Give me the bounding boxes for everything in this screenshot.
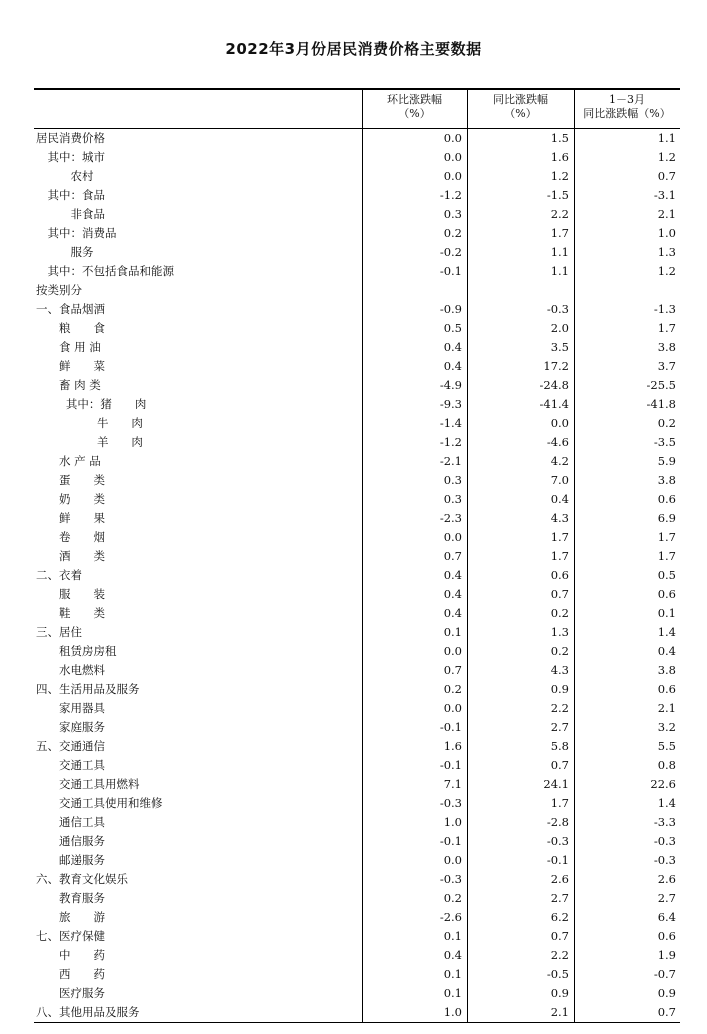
table-row bbox=[34, 794, 680, 813]
yoy-value: -24.8 bbox=[539, 378, 569, 392]
mom-value: 0.0 bbox=[443, 701, 462, 715]
row-label: 邮递服务 bbox=[59, 853, 105, 867]
ytd-value: -3.3 bbox=[653, 815, 676, 829]
ytd-value: 3.8 bbox=[657, 663, 676, 677]
ytd-value: 5.9 bbox=[657, 454, 676, 468]
row-label: 八、其他用品及服务 bbox=[36, 1005, 140, 1019]
table-row bbox=[34, 870, 680, 889]
ytd-value: -25.5 bbox=[646, 378, 676, 392]
row-label: 三、居住 bbox=[36, 625, 82, 639]
yoy-value: 0.7 bbox=[550, 929, 569, 943]
row-label: 家用器具 bbox=[59, 701, 105, 715]
mom-value: 0.1 bbox=[443, 986, 462, 1000]
ytd-value: 3.8 bbox=[657, 473, 676, 487]
yoy-value: 1.1 bbox=[550, 264, 569, 278]
mom-value: 0.7 bbox=[443, 663, 462, 677]
table-row bbox=[34, 756, 680, 775]
ytd-value: 0.2 bbox=[657, 416, 676, 430]
mom-value: 0.1 bbox=[443, 929, 462, 943]
yoy-value: 2.1 bbox=[550, 1005, 569, 1019]
table-row bbox=[34, 832, 680, 851]
header-mom bbox=[362, 90, 467, 128]
table-row bbox=[34, 433, 680, 452]
yoy-value: 2.6 bbox=[550, 872, 569, 886]
row-label: 奶 类 bbox=[59, 492, 105, 506]
ytd-value: 0.6 bbox=[657, 587, 676, 601]
row-label: 鲜 菜 bbox=[59, 359, 105, 373]
table-row bbox=[34, 623, 680, 642]
row-label: 按类别分 bbox=[36, 283, 82, 297]
yoy-value: 0.4 bbox=[550, 492, 569, 506]
yoy-value: 0.0 bbox=[550, 416, 569, 430]
table-row bbox=[34, 186, 680, 205]
table-row bbox=[34, 528, 680, 547]
table-row bbox=[34, 927, 680, 946]
mom-value: -0.9 bbox=[439, 302, 462, 316]
ytd-value: 1.3 bbox=[657, 245, 676, 259]
row-label: 粮 食 bbox=[59, 321, 105, 335]
ytd-value: 5.5 bbox=[657, 739, 676, 753]
table-row bbox=[34, 129, 680, 148]
mom-value: 0.2 bbox=[443, 891, 462, 905]
yoy-value: 2.0 bbox=[550, 321, 569, 335]
yoy-value: 3.5 bbox=[550, 340, 569, 354]
yoy-value: -0.5 bbox=[546, 967, 569, 981]
ytd-value: 1.1 bbox=[657, 131, 676, 145]
ytd-value: 0.6 bbox=[657, 929, 676, 943]
ytd-value: 3.7 bbox=[657, 359, 676, 373]
yoy-value: 4.3 bbox=[550, 663, 569, 677]
yoy-value: 1.7 bbox=[550, 796, 569, 810]
row-label: 交通工具使用和维修 bbox=[59, 796, 163, 810]
ytd-value: -0.3 bbox=[653, 853, 676, 867]
header-yoy bbox=[467, 90, 574, 128]
table-row bbox=[34, 547, 680, 566]
ytd-value: -1.3 bbox=[653, 302, 676, 316]
header-ytd bbox=[574, 90, 680, 128]
yoy-value: 1.6 bbox=[550, 150, 569, 164]
row-label: 一、食品烟酒 bbox=[36, 302, 105, 316]
ytd-value: 1.4 bbox=[657, 796, 676, 810]
mom-value: 0.4 bbox=[443, 340, 462, 354]
table-row bbox=[34, 338, 680, 357]
yoy-value: 1.7 bbox=[550, 226, 569, 240]
ytd-value: 2.7 bbox=[657, 891, 676, 905]
mom-value: -0.3 bbox=[439, 872, 462, 886]
table-row bbox=[34, 908, 680, 927]
mom-value: -0.1 bbox=[439, 720, 462, 734]
mom-value: 0.4 bbox=[443, 606, 462, 620]
ytd-value: -0.3 bbox=[653, 834, 676, 848]
ytd-value: 1.2 bbox=[657, 264, 676, 278]
mom-value: -0.1 bbox=[439, 834, 462, 848]
yoy-value: 2.7 bbox=[550, 720, 569, 734]
row-label: 交通工具 bbox=[59, 758, 105, 772]
ytd-value: -0.7 bbox=[653, 967, 676, 981]
table-header bbox=[34, 88, 680, 129]
mom-value: 1.0 bbox=[443, 815, 462, 829]
ytd-value: 1.9 bbox=[657, 948, 676, 962]
mom-value: 0.0 bbox=[443, 853, 462, 867]
row-label: 食 用 油 bbox=[59, 340, 101, 354]
row-label: 蛋 类 bbox=[59, 473, 105, 487]
mom-value: 0.1 bbox=[443, 625, 462, 639]
row-label: 服 装 bbox=[59, 587, 105, 601]
mom-value: 0.0 bbox=[443, 169, 462, 183]
mom-value: -9.3 bbox=[439, 397, 462, 411]
table-row bbox=[34, 319, 680, 338]
row-label: 交通工具用燃料 bbox=[59, 777, 140, 791]
yoy-value: -0.3 bbox=[546, 834, 569, 848]
mom-value: -0.1 bbox=[439, 264, 462, 278]
table-row bbox=[34, 737, 680, 756]
yoy-value: -2.8 bbox=[546, 815, 569, 829]
table-row bbox=[34, 585, 680, 604]
row-label: 其中：消费品 bbox=[47, 226, 117, 240]
table-row bbox=[34, 699, 680, 718]
row-label: 卷 烟 bbox=[59, 530, 105, 544]
table-row bbox=[34, 224, 680, 243]
ytd-value: 1.7 bbox=[657, 321, 676, 335]
mom-value: 0.1 bbox=[443, 967, 462, 981]
ytd-value: -3.5 bbox=[653, 435, 676, 449]
yoy-value: 6.2 bbox=[550, 910, 569, 924]
mom-value: 0.0 bbox=[443, 644, 462, 658]
yoy-value: 1.2 bbox=[550, 169, 569, 183]
header-ytd-label: 同比涨跌幅（%） bbox=[583, 107, 671, 120]
ytd-value: 1.7 bbox=[657, 549, 676, 563]
table-row bbox=[34, 642, 680, 661]
table-row bbox=[34, 205, 680, 224]
yoy-value: 0.6 bbox=[550, 568, 569, 582]
row-label: 教育服务 bbox=[59, 891, 105, 905]
yoy-value: 0.2 bbox=[550, 644, 569, 658]
yoy-value: 1.7 bbox=[550, 549, 569, 563]
ytd-value: 1.2 bbox=[657, 150, 676, 164]
ytd-value: 6.9 bbox=[657, 511, 676, 525]
mom-value: 1.6 bbox=[443, 739, 462, 753]
mom-value: -4.9 bbox=[439, 378, 462, 392]
yoy-value: 7.0 bbox=[550, 473, 569, 487]
mom-value: 0.5 bbox=[443, 321, 462, 335]
table-row bbox=[34, 946, 680, 965]
yoy-value: -41.4 bbox=[539, 397, 569, 411]
mom-value: 0.2 bbox=[443, 226, 462, 240]
table-row bbox=[34, 262, 680, 281]
row-label: 非食品 bbox=[70, 207, 105, 221]
header-yoy-unit: （%） bbox=[504, 107, 537, 120]
row-label: 其中：食品 bbox=[47, 188, 105, 202]
row-label: 其中：猪 肉 bbox=[65, 397, 147, 411]
row-label: 酒 类 bbox=[59, 549, 105, 563]
mom-value: 0.7 bbox=[443, 549, 462, 563]
row-label: 西 药 bbox=[59, 967, 105, 981]
row-label: 五、交通通信 bbox=[36, 739, 105, 753]
ytd-value: 1.4 bbox=[657, 625, 676, 639]
ytd-value: 6.4 bbox=[657, 910, 676, 924]
header-mom-unit: （%） bbox=[398, 107, 431, 120]
cpi-table bbox=[34, 88, 680, 1023]
ytd-value: -3.1 bbox=[653, 188, 676, 202]
table-row bbox=[34, 509, 680, 528]
table-row bbox=[34, 813, 680, 832]
row-label: 水电燃料 bbox=[59, 663, 105, 677]
yoy-value: -4.6 bbox=[546, 435, 569, 449]
row-label: 七、医疗保健 bbox=[36, 929, 105, 943]
mom-value: -0.2 bbox=[439, 245, 462, 259]
mom-value: -2.1 bbox=[439, 454, 462, 468]
table-row bbox=[34, 357, 680, 376]
table-row bbox=[34, 452, 680, 471]
row-label: 农村 bbox=[70, 169, 94, 183]
mom-value: 0.0 bbox=[443, 131, 462, 145]
table-row bbox=[34, 490, 680, 509]
row-label: 水 产 品 bbox=[59, 454, 101, 468]
table-row bbox=[34, 395, 680, 414]
ytd-value: 1.7 bbox=[657, 530, 676, 544]
table-row bbox=[34, 1003, 680, 1022]
mom-value: -2.6 bbox=[439, 910, 462, 924]
table-row bbox=[34, 376, 680, 395]
row-label: 服务 bbox=[70, 245, 94, 259]
ytd-value: 0.4 bbox=[657, 644, 676, 658]
row-label: 居民消费价格 bbox=[36, 131, 105, 145]
ytd-value: 0.5 bbox=[657, 568, 676, 582]
table-row bbox=[34, 984, 680, 1003]
ytd-value: 1.0 bbox=[657, 226, 676, 240]
ytd-value: 3.8 bbox=[657, 340, 676, 354]
yoy-value: 4.3 bbox=[550, 511, 569, 525]
ytd-value: 0.1 bbox=[657, 606, 676, 620]
table-row bbox=[34, 281, 680, 300]
row-label: 其中：城市 bbox=[47, 150, 105, 164]
row-label: 六、教育文化娱乐 bbox=[36, 872, 128, 886]
mom-value: 0.3 bbox=[443, 207, 462, 221]
ytd-value: 2.1 bbox=[657, 207, 676, 221]
table-row bbox=[34, 965, 680, 984]
table-row bbox=[34, 775, 680, 794]
row-label: 通信服务 bbox=[59, 834, 105, 848]
yoy-value: -0.3 bbox=[546, 302, 569, 316]
row-label: 鞋 类 bbox=[59, 606, 105, 620]
mom-value: -1.2 bbox=[439, 435, 462, 449]
ytd-value: 0.8 bbox=[657, 758, 676, 772]
table-row bbox=[34, 718, 680, 737]
row-label: 牛 肉 bbox=[96, 416, 143, 430]
yoy-value: -0.1 bbox=[546, 853, 569, 867]
row-label: 羊 肉 bbox=[96, 435, 143, 449]
mom-value: 0.0 bbox=[443, 530, 462, 544]
mom-value: 0.4 bbox=[443, 359, 462, 373]
mom-value: 0.2 bbox=[443, 682, 462, 696]
row-label: 四、生活用品及服务 bbox=[36, 682, 140, 696]
table-row bbox=[34, 148, 680, 167]
mom-value: 0.3 bbox=[443, 473, 462, 487]
mom-value: -0.3 bbox=[439, 796, 462, 810]
yoy-value: 24.1 bbox=[543, 777, 569, 791]
row-label: 二、衣着 bbox=[36, 568, 82, 582]
row-label: 其中：不包括食品和能源 bbox=[47, 264, 174, 278]
row-label: 通信工具 bbox=[59, 815, 105, 829]
ytd-value: 22.6 bbox=[650, 777, 676, 791]
header-yoy-label: 同比涨跌幅 bbox=[493, 93, 548, 106]
table-row bbox=[34, 889, 680, 908]
yoy-value: 1.1 bbox=[550, 245, 569, 259]
yoy-value: 0.7 bbox=[550, 587, 569, 601]
mom-value: -2.3 bbox=[439, 511, 462, 525]
ytd-value: 0.7 bbox=[657, 169, 676, 183]
row-label: 中 药 bbox=[59, 948, 105, 962]
yoy-value: 2.7 bbox=[550, 891, 569, 905]
mom-value: 0.4 bbox=[443, 948, 462, 962]
ytd-value: -41.8 bbox=[646, 397, 676, 411]
table-body bbox=[34, 129, 680, 1023]
yoy-value: 1.3 bbox=[550, 625, 569, 639]
page-title: 2022年3月份居民消费价格主要数据 bbox=[225, 40, 482, 58]
ytd-value: 2.6 bbox=[657, 872, 676, 886]
yoy-value: 2.2 bbox=[550, 948, 569, 962]
yoy-value: 1.5 bbox=[550, 131, 569, 145]
mom-value: -1.2 bbox=[439, 188, 462, 202]
mom-value: 0.4 bbox=[443, 587, 462, 601]
ytd-value: 0.7 bbox=[657, 1005, 676, 1019]
yoy-value: -1.5 bbox=[546, 188, 569, 202]
yoy-value: 2.2 bbox=[550, 701, 569, 715]
mom-value: 0.4 bbox=[443, 568, 462, 582]
table-row bbox=[34, 661, 680, 680]
ytd-value: 3.2 bbox=[657, 720, 676, 734]
yoy-value: 0.9 bbox=[550, 986, 569, 1000]
table-row bbox=[34, 680, 680, 699]
row-label: 畜 肉 类 bbox=[59, 378, 101, 392]
header-mom-label: 环比涨跌幅 bbox=[387, 93, 442, 106]
yoy-value: 0.7 bbox=[550, 758, 569, 772]
ytd-value: 0.6 bbox=[657, 682, 676, 696]
mom-value: 0.0 bbox=[443, 150, 462, 164]
header-ytd-period: 1－3月 bbox=[609, 93, 645, 106]
table-row bbox=[34, 243, 680, 262]
table-row bbox=[34, 414, 680, 433]
table-row bbox=[34, 471, 680, 490]
yoy-value: 2.2 bbox=[550, 207, 569, 221]
row-label: 家庭服务 bbox=[59, 720, 105, 734]
mom-value: -1.4 bbox=[439, 416, 462, 430]
mom-value: 1.0 bbox=[443, 1005, 462, 1019]
ytd-value: 0.6 bbox=[657, 492, 676, 506]
table-row bbox=[34, 300, 680, 319]
table-row bbox=[34, 851, 680, 870]
row-label: 鲜 果 bbox=[59, 511, 105, 525]
row-label: 租赁房房租 bbox=[59, 644, 117, 658]
yoy-value: 5.8 bbox=[550, 739, 569, 753]
mom-value: 0.3 bbox=[443, 492, 462, 506]
row-label: 旅 游 bbox=[59, 910, 105, 924]
ytd-value: 0.9 bbox=[657, 986, 676, 1000]
mom-value: 7.1 bbox=[443, 777, 462, 791]
ytd-value: 2.1 bbox=[657, 701, 676, 715]
mom-value: -0.1 bbox=[439, 758, 462, 772]
table-row bbox=[34, 167, 680, 186]
yoy-value: 17.2 bbox=[543, 359, 569, 373]
yoy-value: 4.2 bbox=[550, 454, 569, 468]
table-row bbox=[34, 566, 680, 585]
yoy-value: 1.7 bbox=[550, 530, 569, 544]
row-label: 医疗服务 bbox=[59, 986, 105, 1000]
table-row bbox=[34, 604, 680, 623]
yoy-value: 0.2 bbox=[550, 606, 569, 620]
yoy-value: 0.9 bbox=[550, 682, 569, 696]
